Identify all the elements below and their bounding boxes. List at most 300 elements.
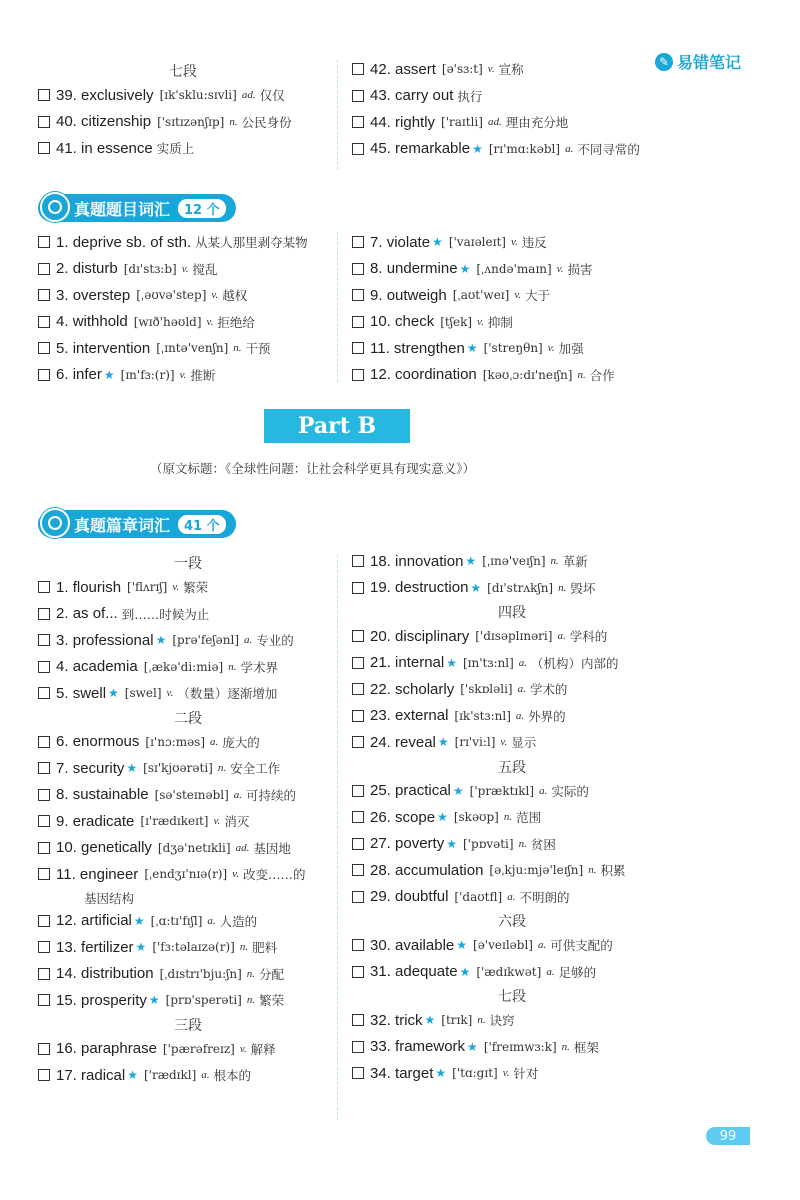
entry-text: eradicate [72,812,135,830]
brand-logo [655,50,741,73]
entry-text: remarkable [395,140,471,158]
vocab-entry [352,884,672,911]
chinese-meaning: 学术的 [529,682,568,698]
phonetic: [wɪð'həʊld] [133,314,202,329]
checkbox[interactable] [352,236,364,248]
phonetic: [trɪk] [441,1013,473,1028]
chinese-meaning: 拒绝给 [217,314,255,330]
checkbox[interactable] [38,661,50,673]
phonetic: ['pɒvəti] [463,836,514,851]
entry-word [370,628,469,645]
checkbox[interactable] [352,785,364,797]
part-of-speech: n. [550,555,559,568]
entry-number: 6. [56,366,69,384]
entry-number: 4. [56,313,69,331]
entry-number: 16. [56,1040,77,1058]
entry-word [370,140,470,157]
star-icon: ★ [435,1066,447,1081]
vocab-entry [38,282,338,309]
star-icon: ★ [467,1039,478,1054]
phonetic: [ɪ'rædɪkeɪt] [140,814,209,829]
vocab-entry [38,755,338,782]
phonetic: ['tɑ:gɪt] [452,1066,498,1081]
entry-text: genetically [81,839,152,857]
chinese-meaning: 损害 [567,261,593,277]
checkbox[interactable] [38,915,50,927]
part-of-speech: v. [232,868,239,881]
checkbox[interactable] [38,116,50,128]
pencil-icon: ✎ [655,53,673,71]
entry-number: 31. [370,963,391,981]
checkbox[interactable] [38,815,50,827]
checkbox[interactable] [352,939,364,951]
paragraph-heading: 三段 [174,1017,202,1034]
vocab-entry [38,808,338,835]
vocab-entry [352,959,672,986]
entry-number: 1. [56,578,69,596]
checkbox[interactable] [352,1067,364,1079]
entry-text: citizenship [81,113,152,131]
passage-vocab-left [38,552,338,1089]
entry-number: 2. [56,260,69,278]
entry-text: practical [395,782,451,800]
chinese-meaning: 革新 [562,554,588,570]
entry-number: 40. [56,113,77,131]
part-of-speech: a. [233,788,243,801]
brand-label: 易错笔记 [677,53,742,72]
entry-word [56,939,134,956]
entry-number: 42. [370,60,391,78]
part-of-speech: v. [487,63,495,76]
checkbox[interactable] [38,1069,50,1081]
entry-word [370,1038,465,1055]
checkbox[interactable] [38,608,50,620]
checkbox[interactable] [352,683,364,695]
entry-word [370,937,454,954]
entry-text: withhold [72,313,128,331]
checkbox[interactable] [38,687,50,699]
entry-text: flourish [72,578,122,596]
chinese-meaning: 针对 [513,1066,539,1082]
chinese-meaning: 搅乱 [192,261,218,277]
entry-word [370,340,465,357]
entry-word [56,866,138,883]
chinese-meaning: 不同寻常的 [577,141,640,157]
entry-word [56,260,118,277]
vocab-entry [352,335,652,362]
checkbox[interactable] [38,581,50,593]
entry-text: check [395,313,435,331]
checkbox[interactable] [38,842,50,854]
vocab-entry [352,650,672,677]
section-title-text: 真题题目词汇 [74,199,171,219]
checkbox[interactable] [38,868,50,880]
checkbox[interactable] [352,263,364,275]
entry-number: 15. [56,991,77,1009]
checkbox[interactable] [38,369,50,381]
part-of-speech: n. [229,115,238,128]
entry-number: 34. [370,1064,391,1082]
chinese-meaning: 学科的 [569,629,608,645]
checkbox[interactable] [38,994,50,1006]
checkbox[interactable] [352,143,364,155]
checkbox[interactable] [38,634,50,646]
chinese-meaning: 分配 [259,966,285,982]
question-vocab-left [38,229,338,388]
entry-number: 43. [370,87,391,105]
part-of-speech: v. [206,315,214,328]
checkbox[interactable] [352,710,364,722]
chinese-meaning: 繁荣 [259,993,285,1009]
phonetic: [ˌəʊvə'step] [136,288,207,303]
entry-text: exclusively [81,86,154,104]
entry-word [370,707,448,724]
part-of-speech: a. [517,683,526,696]
entry-number: 18. [370,552,391,570]
entry-word [370,888,448,905]
checkbox[interactable] [352,289,364,301]
entry-word [370,734,436,751]
column-divider [337,232,338,382]
chinese-meaning: 庞大的 [222,734,260,750]
vocab-entry [38,574,338,601]
vocab-entry [352,857,672,884]
part-of-speech: v. [239,1042,247,1055]
part-of-speech: n. [239,941,249,954]
part-of-speech: v. [166,687,174,700]
chinese-meaning: 专业的 [256,633,294,649]
checkbox[interactable] [38,789,50,801]
section-count-badge: 12 个 [178,199,226,218]
entry-word [370,87,453,104]
entry-number: 8. [370,260,383,278]
part-of-speech: ad. [241,89,256,102]
chinese-meaning: 推断 [190,367,216,383]
entry-word [370,553,463,570]
vocab-entry [38,601,338,628]
entry-word [370,579,468,596]
entry-number: 8. [56,786,69,804]
checkbox[interactable] [352,630,364,642]
vocab-entry [38,908,338,935]
entry-text: target [395,1064,434,1082]
part-of-speech: a. [207,914,216,927]
entry-word [56,658,138,675]
vocab-entry [352,831,672,858]
entry-text: external [395,707,449,725]
entry-text: outweigh [386,286,447,304]
vocab-entry [352,1060,672,1087]
entry-text: available [395,936,455,954]
entry-number: 11. [56,865,76,883]
part-of-speech: n. [561,1040,570,1053]
phonetic: ['dɪsəplɪnəri] [475,629,553,644]
checkbox[interactable] [352,736,364,748]
entry-number: 44. [370,113,391,131]
entry-text: undermine [386,260,458,278]
checkbox[interactable] [352,116,364,128]
chinese-meaning: 违反 [521,235,547,251]
phonetic: [sɪ'kjʊərəti] [143,761,213,776]
entry-word [370,1065,433,1082]
chinese-meaning: 理由充分地 [505,115,569,131]
entry-text: poverty [395,835,445,853]
part-of-speech: v. [502,1067,510,1080]
chinese-meaning: 实质上 [156,141,195,157]
vocab-entry [352,362,652,389]
section-title-text: 真题篇章词汇 [74,515,171,535]
section-header-passage-vocab [38,510,236,538]
entry-word [56,605,118,622]
vocab-entry [38,135,328,162]
checkbox[interactable] [352,555,364,567]
magnifier-icon [40,192,70,222]
star-icon: ★ [452,783,464,798]
part-of-speech: v. [172,581,180,594]
star-icon: ★ [133,913,145,928]
part-of-speech: a. [507,890,516,903]
entry-word [370,61,436,78]
part-of-speech: v. [547,342,555,355]
star-icon: ★ [108,686,119,701]
vocab-entry [352,83,652,110]
part-of-speech: v. [500,736,508,749]
part-of-speech: n. [558,581,567,594]
checkbox[interactable] [38,1043,50,1055]
entry-text: strengthen [393,339,465,357]
part-of-speech: v. [213,815,221,828]
entry-word [370,287,447,304]
entry-word [56,786,149,803]
checkbox[interactable] [352,90,364,102]
entry-continuation [38,888,338,908]
part-of-speech: a. [201,1069,210,1082]
entry-word [370,862,483,879]
checkbox[interactable] [352,891,364,903]
entry-word [370,654,444,671]
phonetic: [rɪ'vi:l] [454,735,496,750]
entry-number: 1. [56,233,69,251]
vocab-entry [38,961,338,988]
paragraph-heading: 一段 [174,556,202,572]
chinese-meaning: 从某人那里剥夺某物 [195,235,308,251]
entry-text: scholarly [395,680,455,698]
entry-text: innovation [395,552,464,570]
chinese-meaning: 改变……的 [243,867,306,883]
question-vocab-right [352,229,652,388]
part-of-speech: a. [537,939,547,952]
checkbox[interactable] [38,142,50,154]
phonetic: [sə'steɪnəbl] [154,787,229,802]
entry-number: 2. [56,605,69,623]
entry-text: disciplinary [395,627,470,645]
entry-text: violate [386,233,431,251]
checkbox[interactable] [352,864,364,876]
chinese-meaning: 到……时候为止 [121,606,210,622]
vocab-entry [352,56,652,83]
vocab-entry [352,109,652,136]
checkbox[interactable] [352,1014,364,1026]
phonetic: ['fɜ:təlaɪzə(r)] [152,940,235,955]
phonetic: [dɪ'strʌkʃn] [487,580,554,595]
entry-number: 11. [370,339,390,357]
part-of-speech: a. [515,709,525,722]
checkbox[interactable] [38,736,50,748]
phonetic: ['skɒləli] [460,682,513,697]
entry-word [56,632,154,649]
star-icon: ★ [437,735,449,750]
checkbox[interactable] [352,63,364,75]
checkbox[interactable] [352,811,364,823]
checkbox[interactable] [352,966,364,978]
phonetic: ['ædɪkwət] [476,964,542,979]
section-header-question-vocab [38,194,236,222]
checkbox[interactable] [38,236,50,248]
entry-text: adequate [395,963,458,981]
vocab-entry [352,804,672,831]
entry-text: artificial [81,912,132,930]
phonetic: [skəʊp] [453,810,499,825]
entry-text: distribution [81,965,154,983]
entry-number: 20. [370,627,391,645]
checkbox[interactable] [352,369,364,381]
part-of-speech: a. [244,634,253,647]
star-icon: ★ [127,1068,138,1083]
part-of-speech: v. [514,289,522,302]
original-title-note: （原文标题：《全球性问题：让社会科学更具有现实意义》） [150,461,476,476]
entry-text: infer [72,366,102,384]
phonetic: [prə'feʃənl] [172,633,239,648]
checkbox[interactable] [38,342,50,354]
passage-vocab-right [352,548,672,1087]
part-of-speech: n. [588,864,597,877]
checkbox[interactable] [38,968,50,980]
vocab-entry [38,229,338,256]
star-icon: ★ [424,1013,436,1028]
phonetic: [ɪn'tɜ:nl] [463,655,514,670]
vocab-entry [38,729,338,756]
checkbox[interactable] [352,342,364,354]
entry-text: academia [72,658,138,676]
phonetic: [ɪn'fɜ:(r)] [120,367,175,382]
phonetic: [ˌaʊt'weɪ] [452,288,510,303]
checkbox[interactable] [352,838,364,850]
chinese-meaning: 积累 [600,863,626,879]
paragraph-heading: 四段 [498,605,526,621]
part-of-speech: n. [477,1014,486,1027]
entry-number: 10. [56,839,77,857]
phonetic: [ˌɪntə'venʃn] [156,341,229,356]
star-icon: ★ [126,761,138,776]
checkbox[interactable] [38,762,50,774]
section-title [38,510,236,538]
chinese-meaning: （数量）逐渐增加 [177,686,278,702]
star-icon: ★ [459,964,471,979]
vocab-entry [352,623,672,650]
vocab-entry [38,934,338,961]
phonetic: [dʒə'netɪkli] [157,840,231,855]
chinese-meaning: 越权 [222,288,248,304]
part-of-speech: v. [510,236,518,249]
entry-word [370,234,430,251]
entry-text: paraphrase [81,1040,157,1058]
entry-number: 10. [370,313,391,331]
entry-word [56,965,154,982]
entry-text: in essence [81,139,153,157]
entry-word [56,87,154,104]
entry-number: 9. [370,286,383,304]
checkbox[interactable] [38,263,50,275]
part-of-speech: ad. [487,116,502,129]
phonetic: ['freɪmwɜ:k] [483,1039,557,1054]
vocab-entry [352,575,672,602]
entry-number: 6. [56,733,69,751]
chinese-meaning: 人造的 [219,913,258,929]
entry-word [56,287,130,304]
entry-number: 13. [56,938,77,956]
part-of-speech: n. [246,994,256,1007]
checkbox[interactable] [352,657,364,669]
part-of-speech: n. [518,837,527,850]
chinese-meaning: 毁坏 [570,580,596,596]
checkbox[interactable] [38,289,50,301]
vocab-entry [352,703,672,730]
vocab-entry [38,861,338,888]
phonetic: [dɪ'stɜ:b] [123,261,177,276]
entry-text: carry out [395,87,454,105]
chinese-meaning: 贫困 [530,836,556,852]
section-title [38,194,236,222]
phonetic: [ˌʌndə'maɪn] [476,261,552,276]
entry-word [56,1067,125,1084]
checkbox[interactable] [352,316,364,328]
vocab-entry [38,835,338,862]
checkbox[interactable] [38,941,50,953]
checkbox[interactable] [38,316,50,328]
entry-word [56,1040,157,1057]
checkbox[interactable] [352,582,364,594]
checkbox[interactable] [352,1041,364,1053]
phonetic: ['raɪtli] [441,115,483,130]
entry-word [370,260,458,277]
column-divider [337,60,338,170]
entry-word [56,313,128,330]
phonetic: [prɒ'sperəti] [165,993,242,1008]
vocab-entry [352,932,672,959]
entry-text: destruction [395,579,469,597]
phonetic: [ɪ'nɔ:məs] [145,734,206,749]
phonetic: [ˌendʒɪ'nɪə(r)] [144,867,228,882]
entry-number: 3. [56,286,69,304]
paragraph-heading: 七段 [169,64,197,80]
part-of-speech: n. [246,967,256,980]
paragraph-heading: 六段 [498,914,526,930]
entry-word [370,963,458,980]
entry-number: 45. [370,140,391,158]
entry-text: trick [395,1011,423,1029]
vocab-entry [352,676,672,703]
star-icon: ★ [470,580,482,595]
meaning-continuation: 基因结构 [84,890,135,906]
star-icon: ★ [466,341,478,356]
checkbox[interactable] [38,89,50,101]
star-icon: ★ [103,367,115,382]
entry-word [56,366,102,383]
entry-number: 7. [56,759,69,777]
magnifier-icon [40,508,70,538]
entry-number: 7. [370,233,383,251]
vocab-entry [352,1007,672,1034]
